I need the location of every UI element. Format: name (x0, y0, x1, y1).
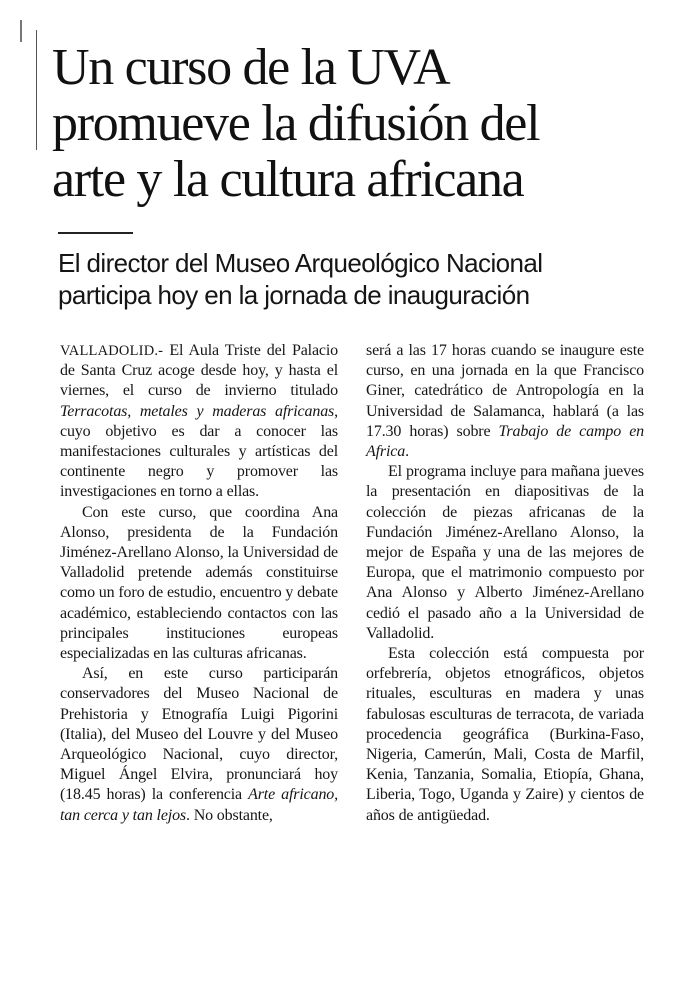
paragraph: Esta colección está compuesta por orfebrería, objetos etnográficos, objetos rituales, esculturas en madera y unas fabulosas esculturas de terracota, de variada procedencia geográfica (Burkina-Faso, Nigeria, Camerún, Mali, Costa de Marfil, Kenia, Tanzania, Somalia, Etiopía, Ghana, Liberia, Togo, Uganda y Zaire) y cientos de años de antigüedad. (366, 645, 644, 824)
paragraph-text: El Aula Triste del Palacio de Santa Cruz acoge desde hoy, y hasta el viernes, el curso de invierno titulado (60, 342, 338, 400)
paragraph-text: , cuyo objetivo es dar a conocer las manifestaciones culturales y artísticas del continente negro y promover las investigaciones en torno a ellas. (60, 402, 338, 501)
paragraph: El programa incluye para mañana jueves la presentación en diapositivas de la colección de piezas africanas de la Fundación Jiménez-Arellano Alonso, la mejor de España y una de las mejores de Europa, que el matrimonio compuesto por Ana Alonso y Alberto Jiménez-Arellano cedió el pasado año a la Universidad de Valladolid. (366, 463, 644, 642)
paragraph-text: . No obstante, (186, 806, 273, 824)
dateline: VALLADOLID.- (60, 343, 164, 359)
left-column (60, 341, 338, 826)
paragraph (366, 341, 644, 462)
subheadline (58, 247, 658, 311)
paragraph-text: será a las 17 horas cuando se inaugure este curso, en una jornada en la que Francisco Giner, catedrático de Antropología en la Universidad de Salamanca, hablará (a las 17.30 horas) sobre (366, 342, 644, 440)
margin-rule (36, 30, 37, 150)
headline-line-1: Un curso de la UVA (52, 39, 450, 96)
subhead-line-2: participa hoy en la jornada de inauguración (58, 280, 530, 310)
margin-mark (20, 20, 22, 42)
headline-line-2: promueve la difusión del (52, 95, 540, 152)
subhead-line-1: El director del Museo Arqueológico Nacional (58, 248, 543, 278)
paragraph (60, 664, 338, 826)
headline-divider (58, 232, 133, 234)
right-column (366, 341, 644, 826)
headline-line-3: arte y la cultura africana (52, 151, 524, 208)
lecture-title: Arte africano, tan cerca y tan lejos (60, 786, 339, 824)
paragraph: Con este curso, que coordina Ana Alonso, presidenta de la Fundación Jiménez-Arellano Alonso, la Universidad de Valladolid pretende además constituirse como un foro de estudio, encuentro y debate académico, estableciendo contactos con las principales instituciones europeas especializadas en las culturas africanas. (60, 503, 338, 663)
course-title: Terracotas, metales y maderas africanas (60, 402, 335, 420)
paragraph (60, 341, 338, 503)
paragraph-text: Así, en este curso participarán conservadores del Museo Nacional de Prehistoria y Etnografía Luigi Pigorini (Italia), del Museo del Louvre y del Museo Arqueológico Nacional, cuyo director, Miguel Ángel Elvira, pronunciará hoy (18.45 horas) la conferencia (60, 665, 338, 804)
talk-title: Trabajo de campo en Africa (366, 422, 644, 461)
paragraph-text: . (405, 443, 409, 461)
headline (52, 40, 662, 208)
